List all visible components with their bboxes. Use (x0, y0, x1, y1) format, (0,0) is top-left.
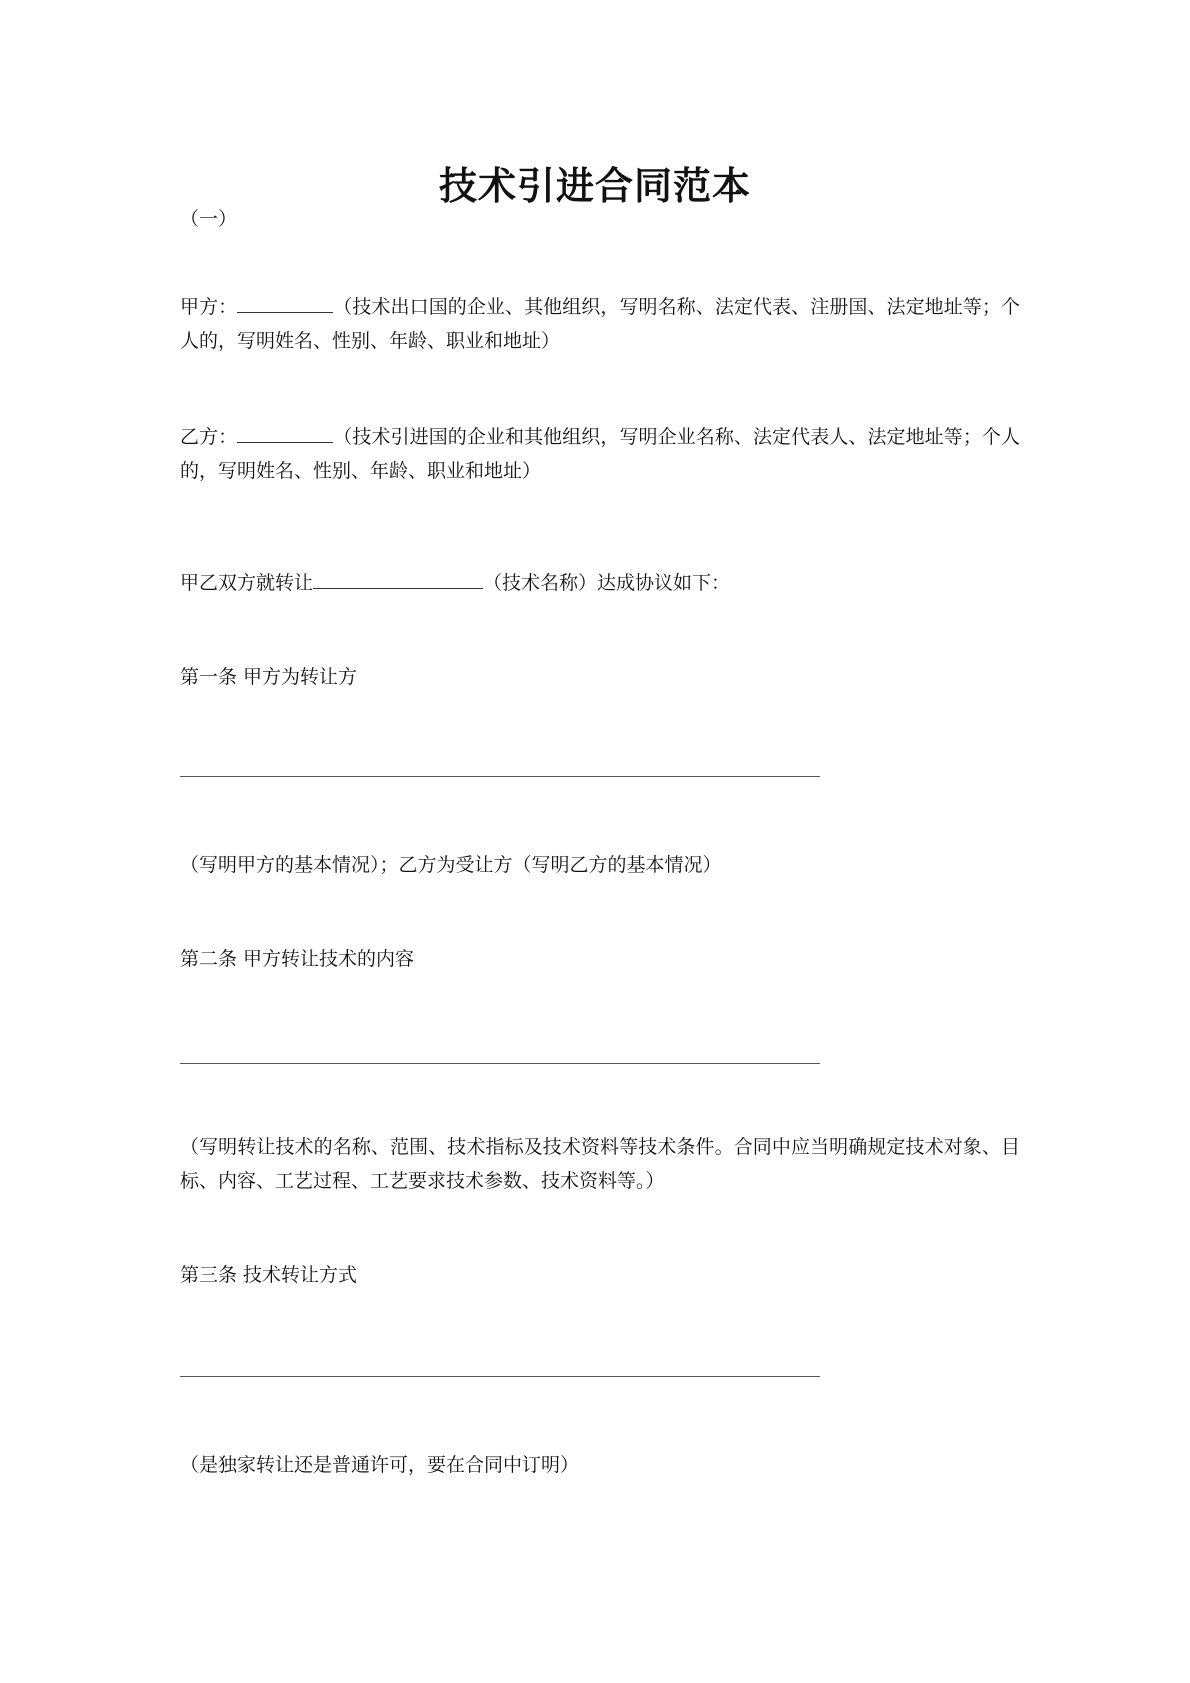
article-2-fill-line[interactable] (180, 1063, 820, 1064)
document-subtitle: （一） (180, 208, 238, 230)
party-a-paragraph (180, 290, 1020, 358)
article-3-fill-line[interactable] (180, 1376, 820, 1377)
article-3-note: （是独家转让还是普通许可，要在合同中订明） (180, 1454, 580, 1476)
article-2-note: （写明转让技术的名称、范围、技术指标及技术资料等技术条件。合同中应当明确规定技术对象、目标、内容、工艺过程、工艺要求技术参数、技术资料等。） (180, 1136, 1020, 1192)
party-b-paragraph (180, 420, 1020, 488)
document-title: 技术引进合同范本 (438, 164, 751, 208)
party-b-blank[interactable] (237, 424, 333, 443)
article-1-note: （写明甲方的基本情况）；乙方为受让方（写明乙方的基本情况） (180, 854, 722, 876)
party-b-label: 乙方： (180, 426, 238, 448)
agreement-prefix: 甲乙双方就转让 (180, 572, 314, 594)
article-2-heading: 第二条 甲方转让技术的内容 (180, 948, 415, 970)
party-a-label: 甲方： (180, 296, 238, 318)
agreement-line (180, 566, 730, 600)
party-b-description: （技术引进国的企业和其他组织，写明企业名称、法定代表人、法定地址等；个人的，写明姓名、性别、年龄、职业和地址） (180, 426, 1020, 482)
article-1-fill-line[interactable] (180, 776, 820, 777)
technology-name-blank[interactable] (313, 570, 483, 589)
agreement-suffix: （技术名称）达成协议如下： (483, 572, 731, 594)
party-a-description: （技术出口国的企业、其他组织，写明名称、法定代表、注册国、法定地址等；个人的，写明姓名、性别、年龄、职业和地址） (180, 296, 1020, 352)
party-a-blank[interactable] (237, 294, 333, 313)
article-1-heading: 第一条 甲方为转让方 (180, 666, 358, 688)
article-3-heading: 第三条 技术转让方式 (180, 1264, 358, 1286)
